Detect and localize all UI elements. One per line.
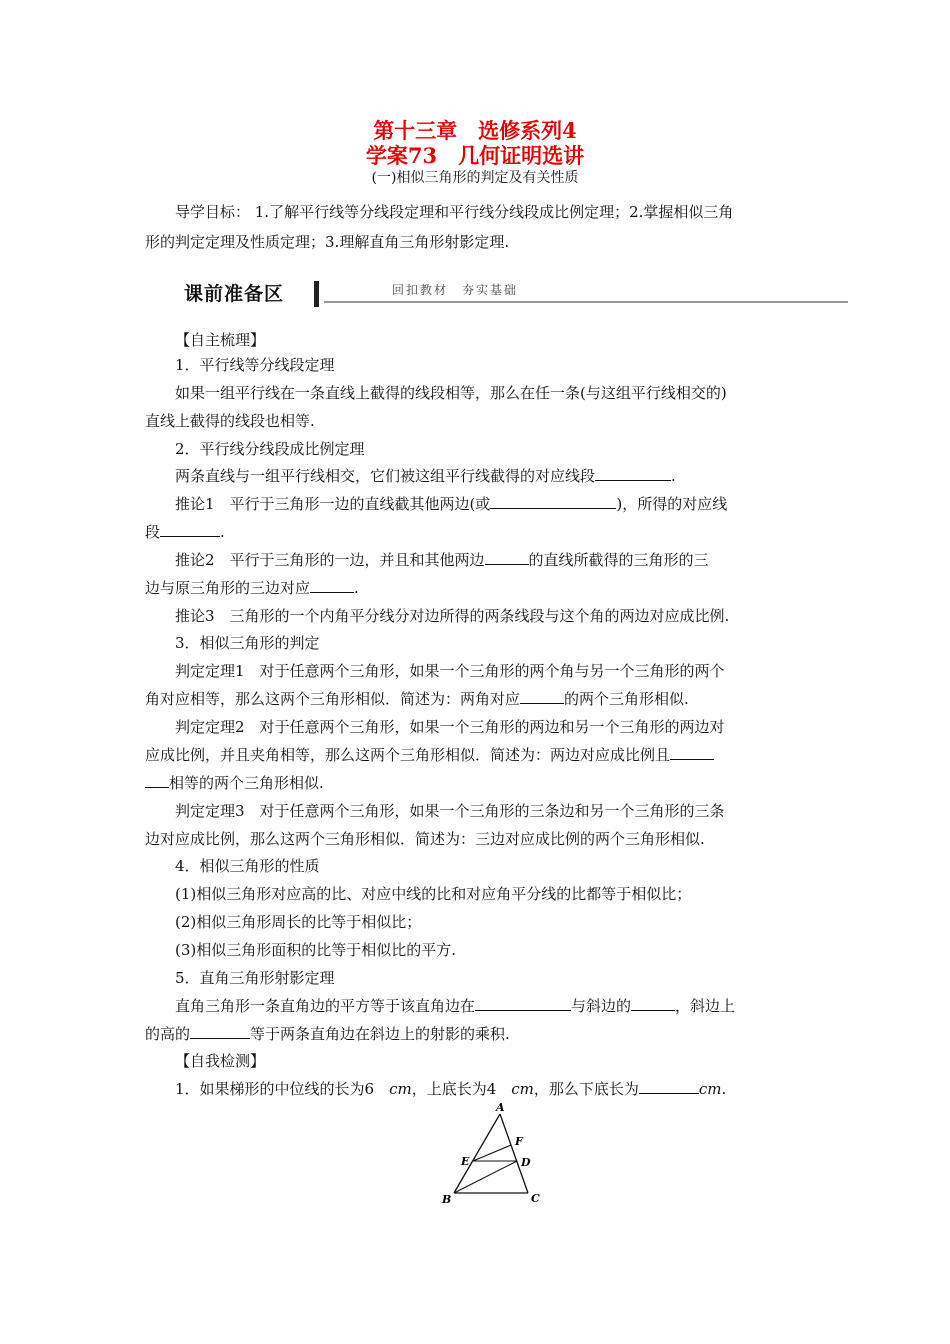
fill-blank[interactable] (631, 992, 675, 1011)
title-block (0, 118, 950, 188)
paragraph-line (145, 935, 809, 965)
text-line: )，所得的对应线 (616, 495, 728, 513)
side-ac (500, 1114, 528, 1193)
heading-projection (145, 963, 809, 993)
fill-blank[interactable] (475, 992, 571, 1011)
paragraph-line (145, 573, 809, 603)
text-line: 推论2 平行于三角形的一边，并且和其他两边 (175, 551, 485, 569)
text-line: . (220, 523, 225, 541)
text-line: (2)相似三角形周长的比等于相似比； (175, 913, 422, 931)
text-line: 应成比例，并且夹角相等，那么这两个三角形相似．简述为：两边对应成比例且 (145, 746, 671, 764)
fill-blank[interactable] (145, 769, 169, 788)
goals-line-2: 形的判定定理及性质定理；3.理解直角三角形射影定理. (145, 233, 510, 251)
paragraph-line (145, 545, 809, 575)
paragraph-line (145, 684, 809, 714)
text-line: 边对应成比例，那么这两个三角形相似．简述为：三边对应成比例的两个三角形相似. (145, 830, 705, 848)
learning-goals (145, 197, 809, 227)
paragraph-line (145, 601, 809, 631)
text-line: 1．如果梯形的中位线的长为6 (175, 1080, 390, 1098)
section-title: 课前准备区 (184, 283, 285, 305)
paragraph-line (145, 517, 809, 547)
fill-blank[interactable] (160, 518, 220, 537)
text-line: 的两个三角形相似. (564, 690, 689, 708)
text-theorem-2: 2．平行线分线段成比例定理 (175, 440, 365, 458)
triangle-figure (430, 1100, 560, 1210)
paragraph-line (145, 879, 809, 909)
text-line: 等于两条直角边在斜边上的射影的乘积. (250, 1025, 510, 1043)
text-line: 判定定理3 对于任意两个三角形，如果一个三角形的三条边和另一个三角形的三条 (175, 802, 725, 820)
fill-blank[interactable] (190, 1020, 250, 1039)
text-line: 段 (145, 523, 161, 541)
label-a: A (496, 1101, 505, 1114)
label-e: E (461, 1155, 470, 1168)
paragraph-line (145, 991, 809, 1021)
text-line: 直线上截得的线段也相等. (145, 412, 315, 430)
paragraph-line (145, 656, 809, 686)
text-line: 两条直线与一组平行线相交，它们被这组平行线截得的对应线段 (175, 467, 596, 485)
fill-blank[interactable] (485, 546, 529, 565)
paragraph-line (145, 740, 809, 770)
text-line: 推论1 平行于三角形一边的直线截其他两边(或 (175, 495, 491, 513)
heading-self-test (145, 1046, 809, 1076)
text-line: 的直线所截得的三角形的三 (528, 551, 709, 569)
text-judgement: 3．相似三角形的判定 (175, 634, 320, 652)
paragraph-line (145, 907, 809, 937)
text-line: 的高的 (145, 1025, 191, 1043)
text-line: 推论3 三角形的一个内角平分线分对边所得的两条线段与这个角的两边对应成比例. (175, 607, 730, 625)
text-line: 相等的两个三角形相似. (169, 774, 324, 792)
text-line: (1)相似三角形对应高的比、对应中线的比和对应角平分线的比都等于相似比； (175, 885, 692, 903)
paragraph-line (145, 406, 809, 436)
unit-cm: cm (389, 1080, 412, 1098)
paragraph-line (145, 489, 809, 519)
text-line: ，那么下底长为 (533, 1080, 639, 1098)
heading-judgement (145, 628, 809, 658)
text-line: 判定定理2 对于任意两个三角形，如果一个三角形的两边和另一个三角形的两边对 (175, 718, 725, 736)
text-line: 与斜边的 (571, 997, 632, 1015)
learning-goals-cont (145, 227, 809, 257)
text-line: ，斜边上 (675, 997, 736, 1015)
paragraph-line (145, 1019, 809, 1049)
text-line: 直角三角形一条直角边的平方等于该直角边在 (175, 997, 476, 1015)
segment-ef (473, 1145, 511, 1161)
paragraph-line (145, 824, 809, 854)
paragraph-line (145, 461, 809, 491)
text-self-test: 【自我检测】 (175, 1052, 266, 1070)
heading-theorem-2 (145, 434, 809, 464)
text-line: 边与原三角形的三边对应 (145, 579, 311, 597)
section-subtitle: 回扣教材 夯实基础 (392, 283, 519, 297)
text-theorem-1: 1．平行线等分线段定理 (175, 356, 335, 374)
section-header (178, 279, 848, 311)
fill-blank[interactable] (595, 462, 671, 481)
fill-blank[interactable] (310, 574, 354, 593)
text-line: ，上底长为4 (411, 1080, 512, 1098)
fill-blank[interactable] (670, 741, 714, 760)
text-line: . (354, 579, 359, 597)
answer-blank[interactable] (639, 1075, 699, 1094)
text-line: 判定定理1 对于任意两个三角形，如果一个三角形的两个角与另一个三角形的两个 (175, 662, 725, 680)
label-c: C (531, 1192, 540, 1205)
section-bar (314, 281, 319, 307)
lesson-title: 学案73 几何证明选讲 (365, 143, 585, 168)
text-line: 如果一组平行线在一条直线上截得的线段相等，那么在任一条(与这组平行线相交的) (175, 384, 727, 402)
heading-properties (145, 851, 809, 881)
label-d: D (521, 1156, 531, 1169)
fill-blank[interactable] (490, 490, 616, 509)
paragraph-line (145, 768, 809, 798)
heading-theorem-1 (145, 350, 809, 380)
text-line: 角对应相等，那么这两个三角形相似．简述为：两角对应 (145, 690, 521, 708)
fill-blank[interactable] (520, 685, 564, 704)
text-projection: 5．直角三角形射影定理 (175, 969, 335, 987)
unit-cm: cm (511, 1080, 534, 1098)
text-line: . (671, 467, 676, 485)
paragraph-line (145, 378, 809, 408)
chapter-title: 第十三章 选修系列4 (373, 118, 577, 143)
text-properties: 4．相似三角形的性质 (175, 857, 320, 875)
paragraph-line (145, 796, 809, 826)
label-b: B (442, 1193, 452, 1206)
unit-cm: cm (698, 1080, 722, 1098)
label-f: F (515, 1135, 523, 1148)
text-line: . (721, 1080, 727, 1098)
goals-line-1: 导学目标： 1.了解平行线等分线段定理和平行线分线段成比例定理；2.掌握相似三角 (175, 203, 734, 221)
lesson-subtitle: (一)相似三角形的判定及有关性质 (371, 170, 579, 186)
paragraph-line (145, 712, 809, 742)
text-line: (3)相似三角形面积的比等于相似比的平方. (175, 941, 457, 959)
section-divider (324, 301, 848, 303)
text-self-study: 【自主梳理】 (175, 331, 266, 349)
